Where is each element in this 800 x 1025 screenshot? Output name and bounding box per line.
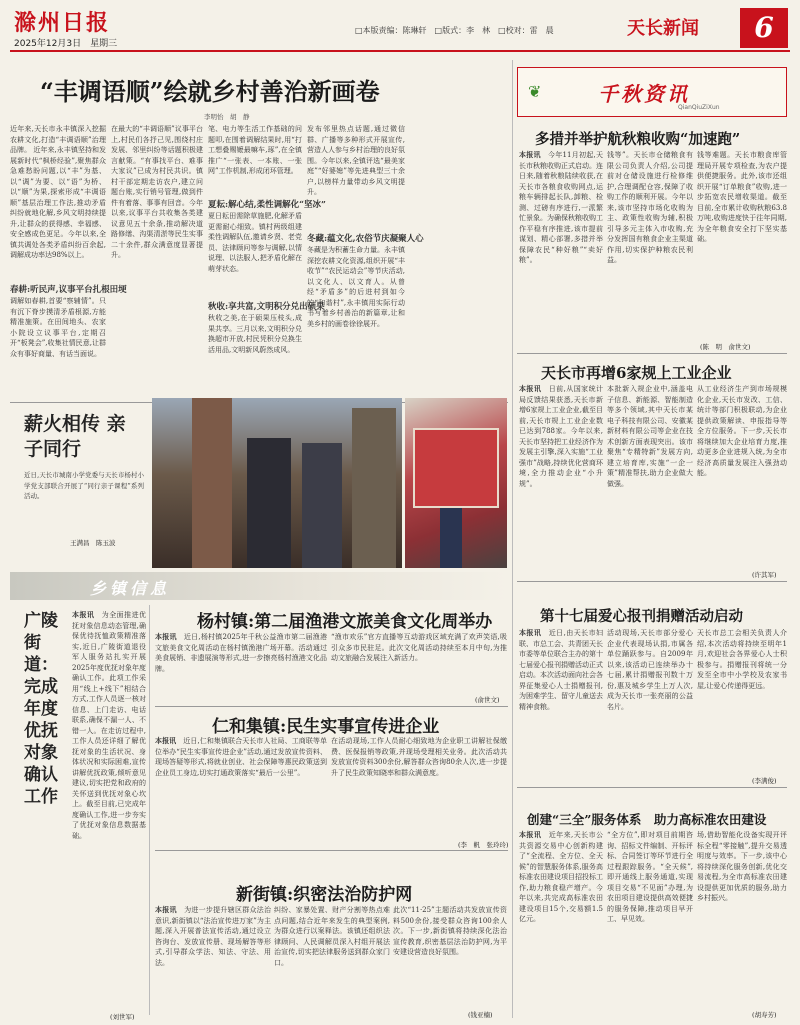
qianqiu-banner xyxy=(517,67,787,117)
renhe-headline: 仁和集镇:民生实事宣传进企业 xyxy=(212,717,440,737)
industry-credit: (许其军) xyxy=(752,571,777,579)
lead-body-7: 冬藏是为积蓄生命力量。永丰镇深挖农耕文化资源,组织开展“丰收节”“农民运动会”等节庆活动,以文化人、以文育人。从曾经“矛盾多”的后进村到如今的“和谐村”,永丰镇用实际行动书写着乡村善治的新篇章,让和美乡村的画卷徐徐展开。 xyxy=(307,246,405,328)
service-body-1: 本报讯 近年来,天长市公共资源交易中心创新构建了“全流程、全方位、全天候”的智慧服务体系,服务高标准农田建设项目招投标工作,助力粮食稳产增产。今年以来,共完成高标准农田建设项目15个,交易额1.5亿元。 xyxy=(519,830,603,923)
service-body-3: 场,借助智能化设备实现开评标全程“零接触”,提升交易透明度与效率。下一步,该中心将持续深化服务创新,优化交易流程,为全市高标准农田建设提供更加优质的服务,助力乡村振兴。 xyxy=(697,831,787,902)
exhibition-photo xyxy=(405,398,507,568)
divider xyxy=(517,581,787,582)
guangling-credit: (刘世军) xyxy=(110,1013,135,1021)
yangcun-body-2: “渔市欢乐”官方直播等互动游戏区域充满了欢声笑语,吸引众多市民驻足。此次文化周活动持续至本月中旬,为推动文旅融合发展注入新活力。 xyxy=(331,633,507,662)
yangcun-credit: (俞世文) xyxy=(475,696,500,704)
qianqiu-body-2: 钱等”。天长市仓储粮食有限公司负责人介绍,公司提前对仓储设施进行检修维护,合理调配仓容,保障了收购工作的顺利开展。今年以来,该市坚持市场化收购为主、政策性收购为辅,积极引导多元主体入市收购,充分发挥国有粮食企业主渠道作用,切实保护种粮农民利益。 xyxy=(607,151,693,264)
qianqiu-headline: 多措并举护航秋粮收购“加速跑” xyxy=(535,131,741,148)
divider xyxy=(517,787,787,788)
charity-body-2: 活动现场,天长市部分爱心企业代表现场认捐,市属各单位踊跃参与。自2009年以来,该活动已连续举办十七届,累计捐赠报刊数十万份,惠及城乡学生上万人次,成为天长市一张亮丽的公益名片。 xyxy=(607,629,693,711)
service-headline: 创建“三全”服务体系 助力高标准农田建设 xyxy=(527,812,767,827)
column-divider xyxy=(149,605,150,1015)
lead-subhead-4: 冬藏:蕴文化,农俗节庆凝聚人心 xyxy=(307,234,424,244)
charity-body-1: 本报讯 近日,由天长市妇联、市总工会、共青团天长市委等单位联合主办的第十七届爱心报刊捐赠活动正式启动。本次活动面向社会各界征集爱心人士捐赠报刊,为困难学生、留守儿童送去精神食粮。 xyxy=(519,628,603,711)
service-credit: (胡寿芳) xyxy=(752,1011,777,1019)
industry-body-2: 本批新入规企业中,涵盖电子信息、新能源、智能制造等多个领域,其中天长市某电子科技有限公司、安徽某新材料有限公司等企业在技术创新方面表现突出。该市聚焦“专精特新”发展方向,建立培育库,实施“一企一策”精准帮扶,助力企业做大做强。 xyxy=(607,385,693,488)
xiangzhen-banner-title: 乡镇信息 xyxy=(90,579,171,598)
lead-intro: 近年来,天长市永丰镇深入挖掘农耕文化,打造“丰调语顺”治理品牌。 近年来,永丰镇坚持和发展新时代“枫桥经验”,聚焦群众急难愁盼问题,以“丰”为基、以“调”为要、以“语”为桥、以“顺”为果,探索形成“丰调语顺”基层治理工作法,推动矛盾纠纷就地化解,乡风文明持续提升,让群众的获得感、幸福感、安全感成色更足。今年以来,全镇共调处各类矛盾纠纷百余起,调解成功率达98%以上。 xyxy=(10,125,106,259)
lead-body-3: 笔、电力等生活工作基础的问题叩,在围着调解结果时,用“打工想叠赐嬷最嘛车,琢”,在全镇推广“一张表、一本账、一张网”工作机制,形成闭环管理。 xyxy=(208,125,302,175)
masthead-rule xyxy=(10,50,790,52)
lead-body-6: 发布邻里热点话题,通过微信群、广播等多种形式开展宣传,营造人人参与乡村治理的良好氛围。今年以来,全镇评选“最美家庭”“好婆媳”等先进典型三十余户,以榜样力量带动乡风文明提升。 xyxy=(307,125,405,196)
yangcun-headline: 杨村镇:第二届渔港文旅美食文化周举办 xyxy=(197,612,493,632)
renhe-body-2: 在活动现场,工作人员耐心细致地为企业职工讲解社保缴费、医保报销等政策,并现场受理相关业务。此次活动共发放宣传资料300余份,解答群众咨询80余人次,进一步提升了民生政策知晓率和群众满意度。 xyxy=(331,737,507,777)
lead-subhead-2: 夏耘:解心结,柔性调解化“坚冰” xyxy=(208,200,326,210)
column-divider xyxy=(512,60,513,1018)
service-body-2: “全方位”,即对项目前期咨询、招标文件编制、开标评标、合同签订等环节进行全过程跟踪服务。“全天候”,即开通线上服务通道,实现项目交易“不见面”办理,为农田项目建设提供高效便捷的服务保障,推动项目早开工、早见效。 xyxy=(607,831,693,923)
yangcun-body-1: 本报讯 近日,杨村镇2025年千秋公益渔市第二届渔港文旅美食文化周活动在杨村镇渔港广场开幕。活动通过美食展销、非遗展演等形式,进一步擦亮杨村渔港文化品牌。 xyxy=(155,632,327,673)
guangling-headline: 广陵街道：完成年度优抚对象确认工作 xyxy=(24,611,58,807)
charity-credit: (李满俊) xyxy=(752,777,777,785)
industry-headline: 天长市再增6家规上工业企业 xyxy=(541,364,732,382)
lead-subhead-1: 春耕:听民声,议事平台扎根田埂 xyxy=(10,285,127,295)
charity-body-3: 天长市总工会相关负责人介绍,本次活动将持续至明年1月,欢迎社会各界爱心人士积极参与。捐赠报刊将统一分发至全市中小学校及农家书屋,让爱心传递得更远。 xyxy=(697,629,787,690)
school-activity-photo xyxy=(152,398,402,568)
section-title: 天长新闻 xyxy=(627,18,699,39)
xinjie-body-1: 本报讯 为进一步提升辖区群众法治意识,新街镇以“法治宣传进万家”为主题,深入开展普法宣传活动,通过设立咨询台、发放宣传册、现场解答等形式,引导群众学法、知法、守法、用法。 xyxy=(155,905,271,967)
qianqiu-credit: (陈 明 俞世文) xyxy=(700,343,751,351)
photo-figure xyxy=(192,398,232,568)
divider xyxy=(155,706,508,707)
photo-figure xyxy=(352,408,396,568)
divider xyxy=(155,850,508,851)
lead-subhead-3: 秋收:享共富,文明积分兑出硕果 xyxy=(208,302,325,312)
guangling-body: 本报讯 为全面推进优抚对象信息动态管理,确保优待抚恤政策精准落实,近日,广陵街道退役军人服务站扎实开展2025年度优抚对象年度确认工作。此项工作采用“线上+线下”相结合方式,工作人员逐一核对信息、上门走访、电话联系,确保不漏一人、不错一人。在走访过程中,工作人员还详细了解优抚对象的生活状况、身体状况和实际困难,宣传讲解优抚政策,倾听意见建议,切实把党和政府的关怀送到优抚对象心坎上。截至目前,已完成年度确认工作,进一步夯实了优抚对象信息数据基础。 xyxy=(72,610,146,840)
qianqiu-banner-title: 千秋资讯 xyxy=(598,82,690,106)
qianqiu-body-3: 钱等难题。天长市粮食库管理局开展专项检查,为农户提供便捷服务。此外,该市还组织开展“订单粮食”收购,进一步拓宽农民增收渠道。截至目前,全市累计收购秋粮63.8万吨,收购进度快于往年同期,为全年粮食安全打下坚实基础。 xyxy=(697,151,787,243)
issue-date: 2025年12月3日 星期三 xyxy=(14,39,118,49)
renhe-body-1: 本报讯 近日,仁和集镇联合天长市人社局、工商联等单位举办“民生实事宣传进企业”活动,通过发放宣传资料、现场答疑等形式,将就业创业、社会保障等惠民政策送到企业员工身边,切实打通政策落实“最后一公里”。 xyxy=(155,736,327,777)
exhibit-board xyxy=(413,428,499,508)
lead-body-5: 秋收之美,在于硕果压枝头,成果共享。三月以来,文明积分兑换超市开放,村民凭积分兑换生活用品,文明新风蔚然成风。 xyxy=(208,314,302,354)
xinjie-credit: (钱亚楠) xyxy=(468,1011,493,1019)
xinjie-headline: 新街镇:织密法治防护网 xyxy=(236,885,413,905)
xinjie-body-3: 此次“11·25”主题活动共发放宣传资料500余份,接受群众咨询100余人次。下一步,新街镇将持续深化法治宣传教育,织密基层法治防护网,为平安建设营造良好氛围。 xyxy=(393,906,507,956)
lead-body-2: 在最大的“丰调语顺”议事平台上,村民们各抒己见,围绕村庄发展、邻里纠纷等话题积极建言献策。“有事找平台、难事大家议”已成为村民共识。镇村干部定期走访农户,建立问题台账,实行销号管理,做到件件有着落、事事有回音。今年以来,议事平台共收集各类建议意见五十余条,推动解决道路修缮、沟渠清淤等民生实事二十余件,群众满意度显著提升。 xyxy=(111,125,203,259)
lead-body-1: 调解如春耕,首要“察辅情”。只有沉下脊步摸清矛盾根源,方能精准施策。在田间地头、农家小院设立议事平台,定期召开“板凳会”,收集社情民意,让群众有事好商量、有话当面说。 xyxy=(10,297,106,358)
renhe-credit: (李 帆 张玲玲) xyxy=(458,841,509,849)
page-number: 6 xyxy=(740,8,788,48)
leaf-icon: ❦ xyxy=(528,82,542,101)
lead-headline: “丰调语顺”绘就乡村善治新画卷 xyxy=(40,77,380,106)
photo-credit: 王满昌 陈玉波 xyxy=(70,539,116,547)
qianqiu-banner-subtitle: QianQiuZiXun xyxy=(678,104,720,111)
editor-credits: □本版责编：陈琳轩 □版式：李 林 □校对：雷 晨 xyxy=(355,26,554,35)
xinjie-body-2: 纠纷、家暴处置、财产分割等热点难点问题,结合近年来发生的典型案例,为群众进行以案释法。该镇还组织法律顾问、人民调解员深入村组开展法治宣传,切实把法律服务送到群众家门口。 xyxy=(274,906,390,967)
charity-headline: 第十七届爱心报刊捐赠活动启动 xyxy=(540,608,743,625)
photo-figure xyxy=(302,443,342,568)
xiangzhen-banner xyxy=(10,572,508,600)
lead-byline: 李明怡 胡 静 xyxy=(204,113,250,121)
qianqiu-body-1: 本报讯 今年11月初起,天长市秋粮收购正式启动。连日来,随着秋粮陆续收获,在天长市各粮食收购网点,运粮车辆排起长队,卸粮、检测、过磅有序进行,一派繁忙景象。为确保秋粮收购工作平稳有序推进,该市提前谋划、精心部署,多措并举保障农民“种好粮”“卖好粮”。 xyxy=(519,150,603,264)
photo-figure xyxy=(247,438,291,568)
photo-figure xyxy=(440,508,462,568)
lead-body-4: 夏日耘田需除草施肥,化解矛盾更需耐心细致。镇村两级组建柔性调解队伍,邀请乡贤、老党员、法律顾问等参与调解,以情说理、以法服人,把矛盾化解在萌芽状态。 xyxy=(208,212,302,273)
photo-feature-title: 薪火相传 亲子同行 xyxy=(24,413,126,460)
divider xyxy=(517,353,787,354)
newspaper-logo: 滁州日报 xyxy=(14,10,111,36)
industry-body-1: 本报讯 日前,从国家统计局反馈结果获悉,天长市新增6家规上工业企业,截至目前,天长市规上工业企业数已达到788家。今年以来,天长市坚持把工业经济作为发展主引擎,深入实施“工业强市”战略,持续优化营商环境,全力推动企业“小升规”。 xyxy=(519,384,603,488)
photo-caption: 近日,天长市城南小学党委与天长市杨村小学党支部联合开展了“同行亲子课程”系列活动。 xyxy=(24,471,144,500)
lead-intro-text: 近年来,天长市永丰镇深入挖掘农耕文化,打造“丰调语顺”治理品牌。 xyxy=(10,125,106,154)
industry-body-3: 从工业经济生产到市场规模化企业,天长市发改、工信、统计等部门积极联动,为企业提供政策解读、申报指导等全方位服务。下一步,天长市将继续加大企业培育力度,推动更多企业进规入统,为全市经济高质量发展注入强劲动能。 xyxy=(697,385,787,477)
